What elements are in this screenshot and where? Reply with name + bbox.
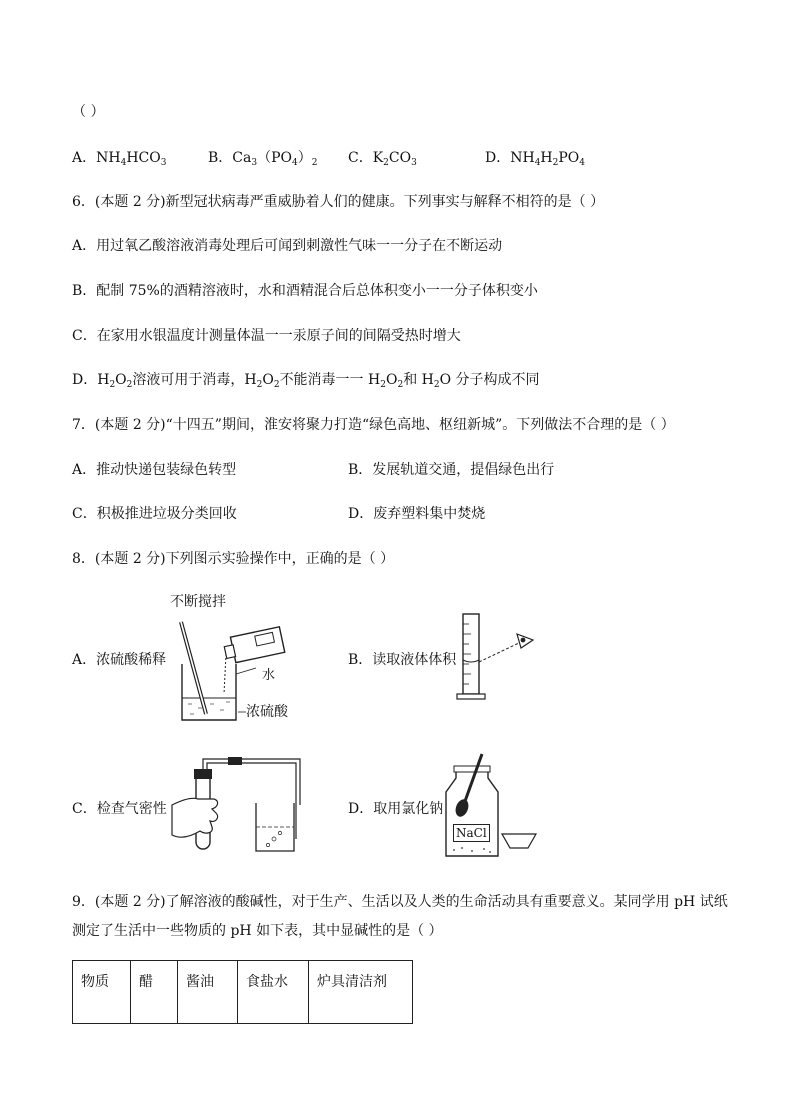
- q6-option-d: D．$H_2O_2$溶液可用于消毒，$H_2O_2$不能消毒一一 $H_2O_2$和 $H_2O$ 分子构成不同: [72, 372, 540, 390]
- q8d-nacl-label: NaCl: [453, 824, 490, 842]
- q8a-caption-stir: 不断搅拌: [170, 594, 226, 610]
- q9-stem-line1: 9．(本题 2 分)了解溶液的酸碱性，对于生产、生活以及人类的生命活动具有重要意义。某同学用 pH 试纸: [72, 894, 728, 910]
- q8b-cylinder-figure: [455, 610, 545, 702]
- q8c-airtight-figure: [170, 755, 302, 855]
- table-cell: 醋: [131, 961, 178, 1024]
- q6-option-b: B．配制 75%的酒精溶液时，水和酒精混合后总体积变小一一分子体积变小: [72, 283, 538, 299]
- q7-option-d: D．废弃塑料集中焚烧: [348, 506, 486, 522]
- q5-option-d: D．$NH_4H_2PO_4$: [485, 150, 586, 168]
- q8-stem: 8．(本题 2 分)下列图示实验操作中，正确的是（ ）: [72, 551, 395, 567]
- table-cell: 炉具清洁剂: [309, 961, 413, 1024]
- q5-paren: （ ）: [72, 104, 105, 120]
- q8-option-a: A．浓硫酸稀释: [72, 652, 167, 668]
- table-cell: 物质: [73, 961, 131, 1024]
- q7-stem: 7．(本题 2 分)“十四五”期间，淮安将聚力打造“绿色高地、枢纽新城”。下列做法不合理的是（ ）: [72, 417, 675, 433]
- q9-stem-line2: 测定了生活中一些物质的 pH 如下表，其中显碱性的是（ ）: [72, 923, 443, 939]
- q5-option-b: B．$Ca_3(PO_4)_2$: [208, 150, 318, 168]
- q5-option-a: A．$NH_4HCO_3$: [72, 150, 167, 168]
- ph-table: [72, 960, 413, 1024]
- table-cell: 酱油: [178, 961, 238, 1024]
- table-row: [73, 961, 413, 1024]
- q8a-caption-water: 水: [262, 668, 276, 683]
- table-cell: 食盐水: [238, 961, 309, 1024]
- q7-option-b: B．发展轨道交通，提倡绿色出行: [348, 462, 555, 478]
- q8d-salt-figure: [440, 752, 540, 862]
- q8a-caption-acid: 浓硫酸: [246, 704, 288, 720]
- q7-option-c: C．积极推进垃圾分类回收: [72, 506, 237, 522]
- q7-option-a: A．推动快递包装绿色转型: [72, 462, 237, 478]
- q6-option-a: A．用过氧乙酸溶液消毒处理后可闻到刺激性气味一一分子在不断运动: [72, 238, 503, 254]
- q8a-dilution-figure: [176, 612, 316, 724]
- q8-option-b: B．读取液体体积: [348, 652, 457, 668]
- q5-option-c: C．$K_2CO_3$: [348, 150, 417, 168]
- q8-option-c: C．检查气密性: [72, 801, 167, 817]
- q8-option-d: D．取用氯化钠: [348, 801, 444, 817]
- q6-stem: 6．(本题 2 分)新型冠状病毒严重威胁着人们的健康。下列事实与解释不相符的是（ ）: [72, 194, 605, 210]
- q6-option-c: C．在家用水银温度计测量体温一一汞原子间的间隔受热时增大: [72, 328, 461, 344]
